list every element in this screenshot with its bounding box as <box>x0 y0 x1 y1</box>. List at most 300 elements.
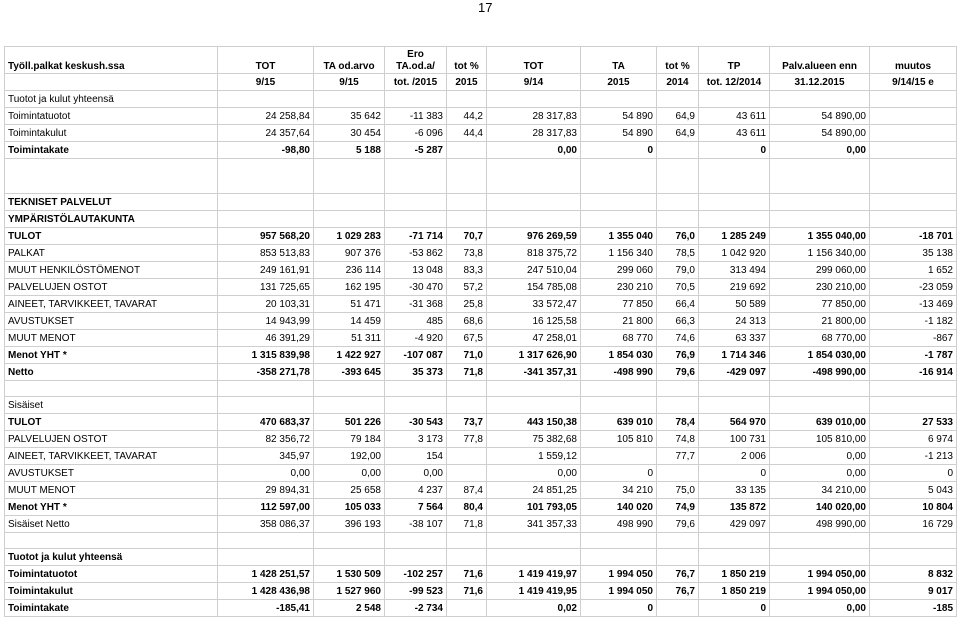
empty-cell <box>385 91 447 108</box>
empty-cell <box>870 397 957 414</box>
value-cell: 0,00 <box>770 465 870 482</box>
value-cell <box>447 465 487 482</box>
value-cell: 73,8 <box>447 245 487 262</box>
value-cell: 0,00 <box>770 142 870 159</box>
value-cell: 101 793,05 <box>487 499 581 516</box>
empty-cell <box>218 381 314 397</box>
empty-cell <box>314 211 385 228</box>
value-cell: 44,2 <box>447 108 487 125</box>
value-cell: 0,00 <box>487 465 581 482</box>
value-cell: 68 770 <box>581 330 657 347</box>
value-cell: 47 258,01 <box>487 330 581 347</box>
value-cell: 77,7 <box>657 448 699 465</box>
value-cell: 1 285 249 <box>699 228 770 245</box>
table-row <box>5 499 957 516</box>
value-cell: -185 <box>870 600 957 617</box>
value-cell: 135 872 <box>699 499 770 516</box>
value-cell <box>870 142 957 159</box>
value-cell: -11 383 <box>385 108 447 125</box>
empty-cell <box>218 549 314 566</box>
column-header: 2015 <box>447 74 487 91</box>
value-cell: 82 356,72 <box>218 431 314 448</box>
value-cell: -358 271,78 <box>218 364 314 381</box>
value-cell: -98,80 <box>218 142 314 159</box>
value-cell: 79 184 <box>314 431 385 448</box>
value-cell: 1 714 346 <box>699 347 770 364</box>
value-cell: 230 210 <box>581 279 657 296</box>
empty-cell <box>657 159 699 194</box>
empty-cell <box>770 91 870 108</box>
value-cell: 25,8 <box>447 296 487 313</box>
empty-cell <box>699 159 770 194</box>
value-cell: 1 854 030,00 <box>770 347 870 364</box>
value-cell: -393 645 <box>314 364 385 381</box>
value-cell: 43 611 <box>699 108 770 125</box>
row-label: TULOT <box>5 228 218 245</box>
value-cell: 66,3 <box>657 313 699 330</box>
table-row <box>5 262 957 279</box>
table-row <box>5 414 957 431</box>
value-cell: -107 087 <box>385 347 447 364</box>
row-label: Toimintakulut <box>5 583 218 600</box>
value-cell: 0 <box>699 465 770 482</box>
value-cell: -30 543 <box>385 414 447 431</box>
value-cell: 0,02 <box>487 600 581 617</box>
value-cell <box>657 142 699 159</box>
table-row <box>5 347 957 364</box>
empty-cell <box>699 91 770 108</box>
value-cell: 51 471 <box>314 296 385 313</box>
empty-cell <box>770 397 870 414</box>
empty-cell <box>314 159 385 194</box>
value-cell: 358 086,37 <box>218 516 314 533</box>
empty-cell <box>657 194 699 211</box>
table-row <box>5 465 957 482</box>
value-cell: 30 454 <box>314 125 385 142</box>
value-cell: 5 188 <box>314 142 385 159</box>
table-row <box>5 279 957 296</box>
row-label: AINEET, TARVIKKEET, TAVARAT <box>5 296 218 313</box>
value-cell: 44,4 <box>447 125 487 142</box>
column-header: 31.12.2015 <box>770 74 870 91</box>
value-cell: 20 103,31 <box>218 296 314 313</box>
value-cell: 1 994 050,00 <box>770 583 870 600</box>
empty-cell <box>5 159 218 194</box>
value-cell: 140 020 <box>581 499 657 516</box>
value-cell: 192,00 <box>314 448 385 465</box>
value-cell: 345,97 <box>218 448 314 465</box>
value-cell: 1 419 419,97 <box>487 566 581 583</box>
value-cell: 443 150,38 <box>487 414 581 431</box>
empty-cell <box>447 91 487 108</box>
value-cell: 14 459 <box>314 313 385 330</box>
value-cell: 5 043 <box>870 482 957 499</box>
value-cell: 6 974 <box>870 431 957 448</box>
row-label: Netto <box>5 364 218 381</box>
value-cell: 28 317,83 <box>487 108 581 125</box>
empty-cell <box>657 533 699 549</box>
row-label: PALVELUJEN OSTOT <box>5 431 218 448</box>
value-cell: -5 287 <box>385 142 447 159</box>
row-label: AVUSTUKSET <box>5 465 218 482</box>
value-cell: -6 096 <box>385 125 447 142</box>
empty-cell <box>385 397 447 414</box>
value-cell: 957 568,20 <box>218 228 314 245</box>
value-cell: 75,0 <box>657 482 699 499</box>
empty-cell <box>385 159 447 194</box>
column-header: TA <box>581 47 657 74</box>
value-cell: 498 990 <box>581 516 657 533</box>
empty-cell <box>487 194 581 211</box>
empty-cell <box>487 549 581 566</box>
row-label: Sisäiset Netto <box>5 516 218 533</box>
table-row <box>5 313 957 330</box>
value-cell: -16 914 <box>870 364 957 381</box>
empty-cell <box>699 194 770 211</box>
value-cell: 1 559,12 <box>487 448 581 465</box>
value-cell: 76,9 <box>657 347 699 364</box>
table-row <box>5 330 957 347</box>
empty-cell <box>699 397 770 414</box>
value-cell: 70,5 <box>657 279 699 296</box>
value-cell: 105 810,00 <box>770 431 870 448</box>
value-cell: 35 373 <box>385 364 447 381</box>
value-cell: 76,0 <box>657 228 699 245</box>
empty-cell <box>447 549 487 566</box>
table-row <box>5 245 957 262</box>
empty-cell <box>870 549 957 566</box>
empty-cell <box>657 381 699 397</box>
empty-cell <box>385 381 447 397</box>
value-cell: -498 990,00 <box>770 364 870 381</box>
value-cell: 54 890,00 <box>770 125 870 142</box>
empty-cell <box>218 159 314 194</box>
value-cell: 1 428 436,98 <box>218 583 314 600</box>
empty-cell <box>770 549 870 566</box>
value-cell: 1 355 040,00 <box>770 228 870 245</box>
value-cell: 1 850 219 <box>699 566 770 583</box>
column-header: 9/15 <box>314 74 385 91</box>
value-cell: 100 731 <box>699 431 770 448</box>
value-cell: 74,9 <box>657 499 699 516</box>
table-row <box>5 431 957 448</box>
value-cell: 140 020,00 <box>770 499 870 516</box>
column-header: 2014 <box>657 74 699 91</box>
value-cell: -2 734 <box>385 600 447 617</box>
value-cell <box>870 125 957 142</box>
value-cell: 63 337 <box>699 330 770 347</box>
row-label: Menot YHT * <box>5 347 218 364</box>
value-cell: 13 048 <box>385 262 447 279</box>
value-cell: 16 729 <box>870 516 957 533</box>
value-cell <box>581 448 657 465</box>
empty-cell <box>657 397 699 414</box>
empty-cell <box>657 91 699 108</box>
value-cell: 70,7 <box>447 228 487 245</box>
row-label: MUUT MENOT <box>5 482 218 499</box>
value-cell: 1 527 960 <box>314 583 385 600</box>
row-label: PALKAT <box>5 245 218 262</box>
empty-cell <box>5 381 218 397</box>
column-header: 9/14/15 e <box>870 74 957 91</box>
empty-cell <box>314 397 385 414</box>
value-cell: 0,00 <box>487 142 581 159</box>
value-cell: -38 107 <box>385 516 447 533</box>
value-cell: 33 572,47 <box>487 296 581 313</box>
value-cell: 1 428 251,57 <box>218 566 314 583</box>
section-title-row <box>5 91 957 108</box>
value-cell: 16 125,58 <box>487 313 581 330</box>
empty-cell <box>699 381 770 397</box>
value-cell: 4 237 <box>385 482 447 499</box>
section-title-row <box>5 194 957 211</box>
value-cell: -4 920 <box>385 330 447 347</box>
value-cell: 76,7 <box>657 566 699 583</box>
header-row <box>5 74 957 91</box>
value-cell: 2 548 <box>314 600 385 617</box>
empty-cell <box>581 91 657 108</box>
value-cell: 14 943,99 <box>218 313 314 330</box>
value-cell: 236 114 <box>314 262 385 279</box>
table-row <box>5 142 957 159</box>
value-cell: 2 006 <box>699 448 770 465</box>
value-cell: 0,00 <box>218 465 314 482</box>
row-label: Toimintakate <box>5 600 218 617</box>
value-cell: 54 890,00 <box>770 108 870 125</box>
value-cell: -13 469 <box>870 296 957 313</box>
empty-cell <box>385 211 447 228</box>
value-cell: 1 317 626,90 <box>487 347 581 364</box>
value-cell: 1 994 050 <box>581 566 657 583</box>
header-row <box>5 47 957 74</box>
value-cell: 71,8 <box>447 364 487 381</box>
row-label: Toimintatuotot <box>5 566 218 583</box>
row-label: Menot YHT * <box>5 499 218 516</box>
value-cell: 77 850,00 <box>770 296 870 313</box>
value-cell: 498 990,00 <box>770 516 870 533</box>
value-cell: 50 589 <box>699 296 770 313</box>
value-cell: 57,2 <box>447 279 487 296</box>
table-row <box>5 296 957 313</box>
value-cell: 154 785,08 <box>487 279 581 296</box>
empty-cell <box>447 159 487 194</box>
empty-cell <box>770 194 870 211</box>
value-cell <box>447 448 487 465</box>
column-header: TOT <box>487 47 581 74</box>
column-header: muutos <box>870 47 957 74</box>
value-cell: 74,8 <box>657 431 699 448</box>
value-cell: -30 470 <box>385 279 447 296</box>
value-cell: 35 642 <box>314 108 385 125</box>
value-cell: 341 357,33 <box>487 516 581 533</box>
value-cell: 219 692 <box>699 279 770 296</box>
empty-cell <box>870 91 957 108</box>
value-cell: 27 533 <box>870 414 957 431</box>
empty-cell <box>5 533 218 549</box>
empty-cell <box>581 211 657 228</box>
column-header: Ero TA.od.a/ <box>385 47 447 74</box>
table-row <box>5 566 957 583</box>
value-cell: 77,8 <box>447 431 487 448</box>
empty-cell <box>314 381 385 397</box>
empty-cell <box>770 159 870 194</box>
page-number: 17 <box>478 0 493 15</box>
table-row <box>5 482 957 499</box>
empty-cell <box>870 533 957 549</box>
section-title: TEKNISET PALVELUT <box>5 194 218 211</box>
table-row <box>5 448 957 465</box>
table-row <box>5 125 957 142</box>
row-label: MUUT MENOT <box>5 330 218 347</box>
value-cell: 0 <box>581 142 657 159</box>
column-header: TA od.arvo <box>314 47 385 74</box>
empty-cell <box>385 549 447 566</box>
value-cell: -429 097 <box>699 364 770 381</box>
empty-cell <box>581 549 657 566</box>
empty-cell <box>447 194 487 211</box>
table-row <box>5 600 957 617</box>
value-cell: 3 173 <box>385 431 447 448</box>
empty-cell <box>314 194 385 211</box>
value-cell: 24 258,84 <box>218 108 314 125</box>
value-cell: 77 850 <box>581 296 657 313</box>
column-header: TP <box>699 47 770 74</box>
empty-cell <box>385 194 447 211</box>
value-cell: 71,6 <box>447 566 487 583</box>
value-cell: 154 <box>385 448 447 465</box>
row-label: AINEET, TARVIKKEET, TAVARAT <box>5 448 218 465</box>
value-cell: 249 161,91 <box>218 262 314 279</box>
value-cell: -185,41 <box>218 600 314 617</box>
value-cell <box>447 600 487 617</box>
value-cell: 470 683,37 <box>218 414 314 431</box>
empty-cell <box>581 159 657 194</box>
value-cell: 564 970 <box>699 414 770 431</box>
value-cell: -99 523 <box>385 583 447 600</box>
value-cell: 313 494 <box>699 262 770 279</box>
value-cell: 976 269,59 <box>487 228 581 245</box>
empty-cell <box>487 381 581 397</box>
value-cell: 299 060,00 <box>770 262 870 279</box>
value-cell: 34 210 <box>581 482 657 499</box>
column-header <box>5 74 218 91</box>
value-cell: 1 315 839,98 <box>218 347 314 364</box>
column-header: tot. /2015 <box>385 74 447 91</box>
value-cell: 83,3 <box>447 262 487 279</box>
empty-cell <box>870 159 957 194</box>
value-cell: 0,00 <box>770 448 870 465</box>
value-cell: 87,4 <box>447 482 487 499</box>
empty-cell <box>218 211 314 228</box>
value-cell: -1 182 <box>870 313 957 330</box>
value-cell <box>657 600 699 617</box>
value-cell: 853 513,83 <box>218 245 314 262</box>
row-label: AVUSTUKSET <box>5 313 218 330</box>
value-cell: 79,6 <box>657 516 699 533</box>
table-row <box>5 516 957 533</box>
value-cell: 0,00 <box>314 465 385 482</box>
column-header: Palv.alueen enn <box>770 47 870 74</box>
value-cell: 1 530 509 <box>314 566 385 583</box>
value-cell: 21 800,00 <box>770 313 870 330</box>
empty-cell <box>870 194 957 211</box>
value-cell: 230 210,00 <box>770 279 870 296</box>
section-title: Tuotot ja kulut yhteensä <box>5 549 218 566</box>
value-cell: -867 <box>870 330 957 347</box>
empty-cell <box>699 533 770 549</box>
section-title: YMPÄRISTÖLAUTAKUNTA <box>5 211 218 228</box>
value-cell: 112 597,00 <box>218 499 314 516</box>
empty-cell <box>218 194 314 211</box>
section-title: Tuotot ja kulut yhteensä <box>5 91 218 108</box>
empty-cell <box>870 381 957 397</box>
value-cell: 1 042 920 <box>699 245 770 262</box>
value-cell: -1 787 <box>870 347 957 364</box>
empty-cell <box>385 533 447 549</box>
value-cell: 1 854 030 <box>581 347 657 364</box>
column-header: 9/15 <box>218 74 314 91</box>
column-header: tot. 12/2014 <box>699 74 770 91</box>
column-header: TOT <box>218 47 314 74</box>
value-cell: 67,5 <box>447 330 487 347</box>
value-cell: 639 010 <box>581 414 657 431</box>
empty-cell <box>487 533 581 549</box>
row-label: MUUT HENKILÖSTÖMENOT <box>5 262 218 279</box>
value-cell: 68,6 <box>447 313 487 330</box>
value-cell: 162 195 <box>314 279 385 296</box>
value-cell: 1 156 340 <box>581 245 657 262</box>
empty-cell <box>770 211 870 228</box>
table-row <box>5 228 957 245</box>
value-cell: 66,4 <box>657 296 699 313</box>
empty-cell <box>314 91 385 108</box>
value-cell: 21 800 <box>581 313 657 330</box>
section-title: Sisäiset <box>5 397 218 414</box>
value-cell: 0 <box>870 465 957 482</box>
empty-cell <box>657 211 699 228</box>
value-cell <box>657 465 699 482</box>
value-cell: 501 226 <box>314 414 385 431</box>
value-cell: 71,6 <box>447 583 487 600</box>
value-cell: 10 804 <box>870 499 957 516</box>
value-cell: -341 357,31 <box>487 364 581 381</box>
empty-cell <box>870 211 957 228</box>
value-cell: 131 725,65 <box>218 279 314 296</box>
value-cell: 24 313 <box>699 313 770 330</box>
value-cell: 105 033 <box>314 499 385 516</box>
value-cell: 299 060 <box>581 262 657 279</box>
table-row <box>5 108 957 125</box>
value-cell: 80,4 <box>447 499 487 516</box>
value-cell: -71 714 <box>385 228 447 245</box>
value-cell: 75 382,68 <box>487 431 581 448</box>
value-cell: 24 851,25 <box>487 482 581 499</box>
value-cell: 51 311 <box>314 330 385 347</box>
value-cell: 76,7 <box>657 583 699 600</box>
value-cell: 78,4 <box>657 414 699 431</box>
row-label: Toimintakulut <box>5 125 218 142</box>
empty-cell <box>487 159 581 194</box>
value-cell: 1 994 050,00 <box>770 566 870 583</box>
value-cell: 105 810 <box>581 431 657 448</box>
report-table <box>4 46 957 617</box>
value-cell: 1 850 219 <box>699 583 770 600</box>
empty-cell <box>581 533 657 549</box>
value-cell: -498 990 <box>581 364 657 381</box>
value-cell: 8 832 <box>870 566 957 583</box>
blank-row <box>5 381 957 397</box>
value-cell: 46 391,29 <box>218 330 314 347</box>
